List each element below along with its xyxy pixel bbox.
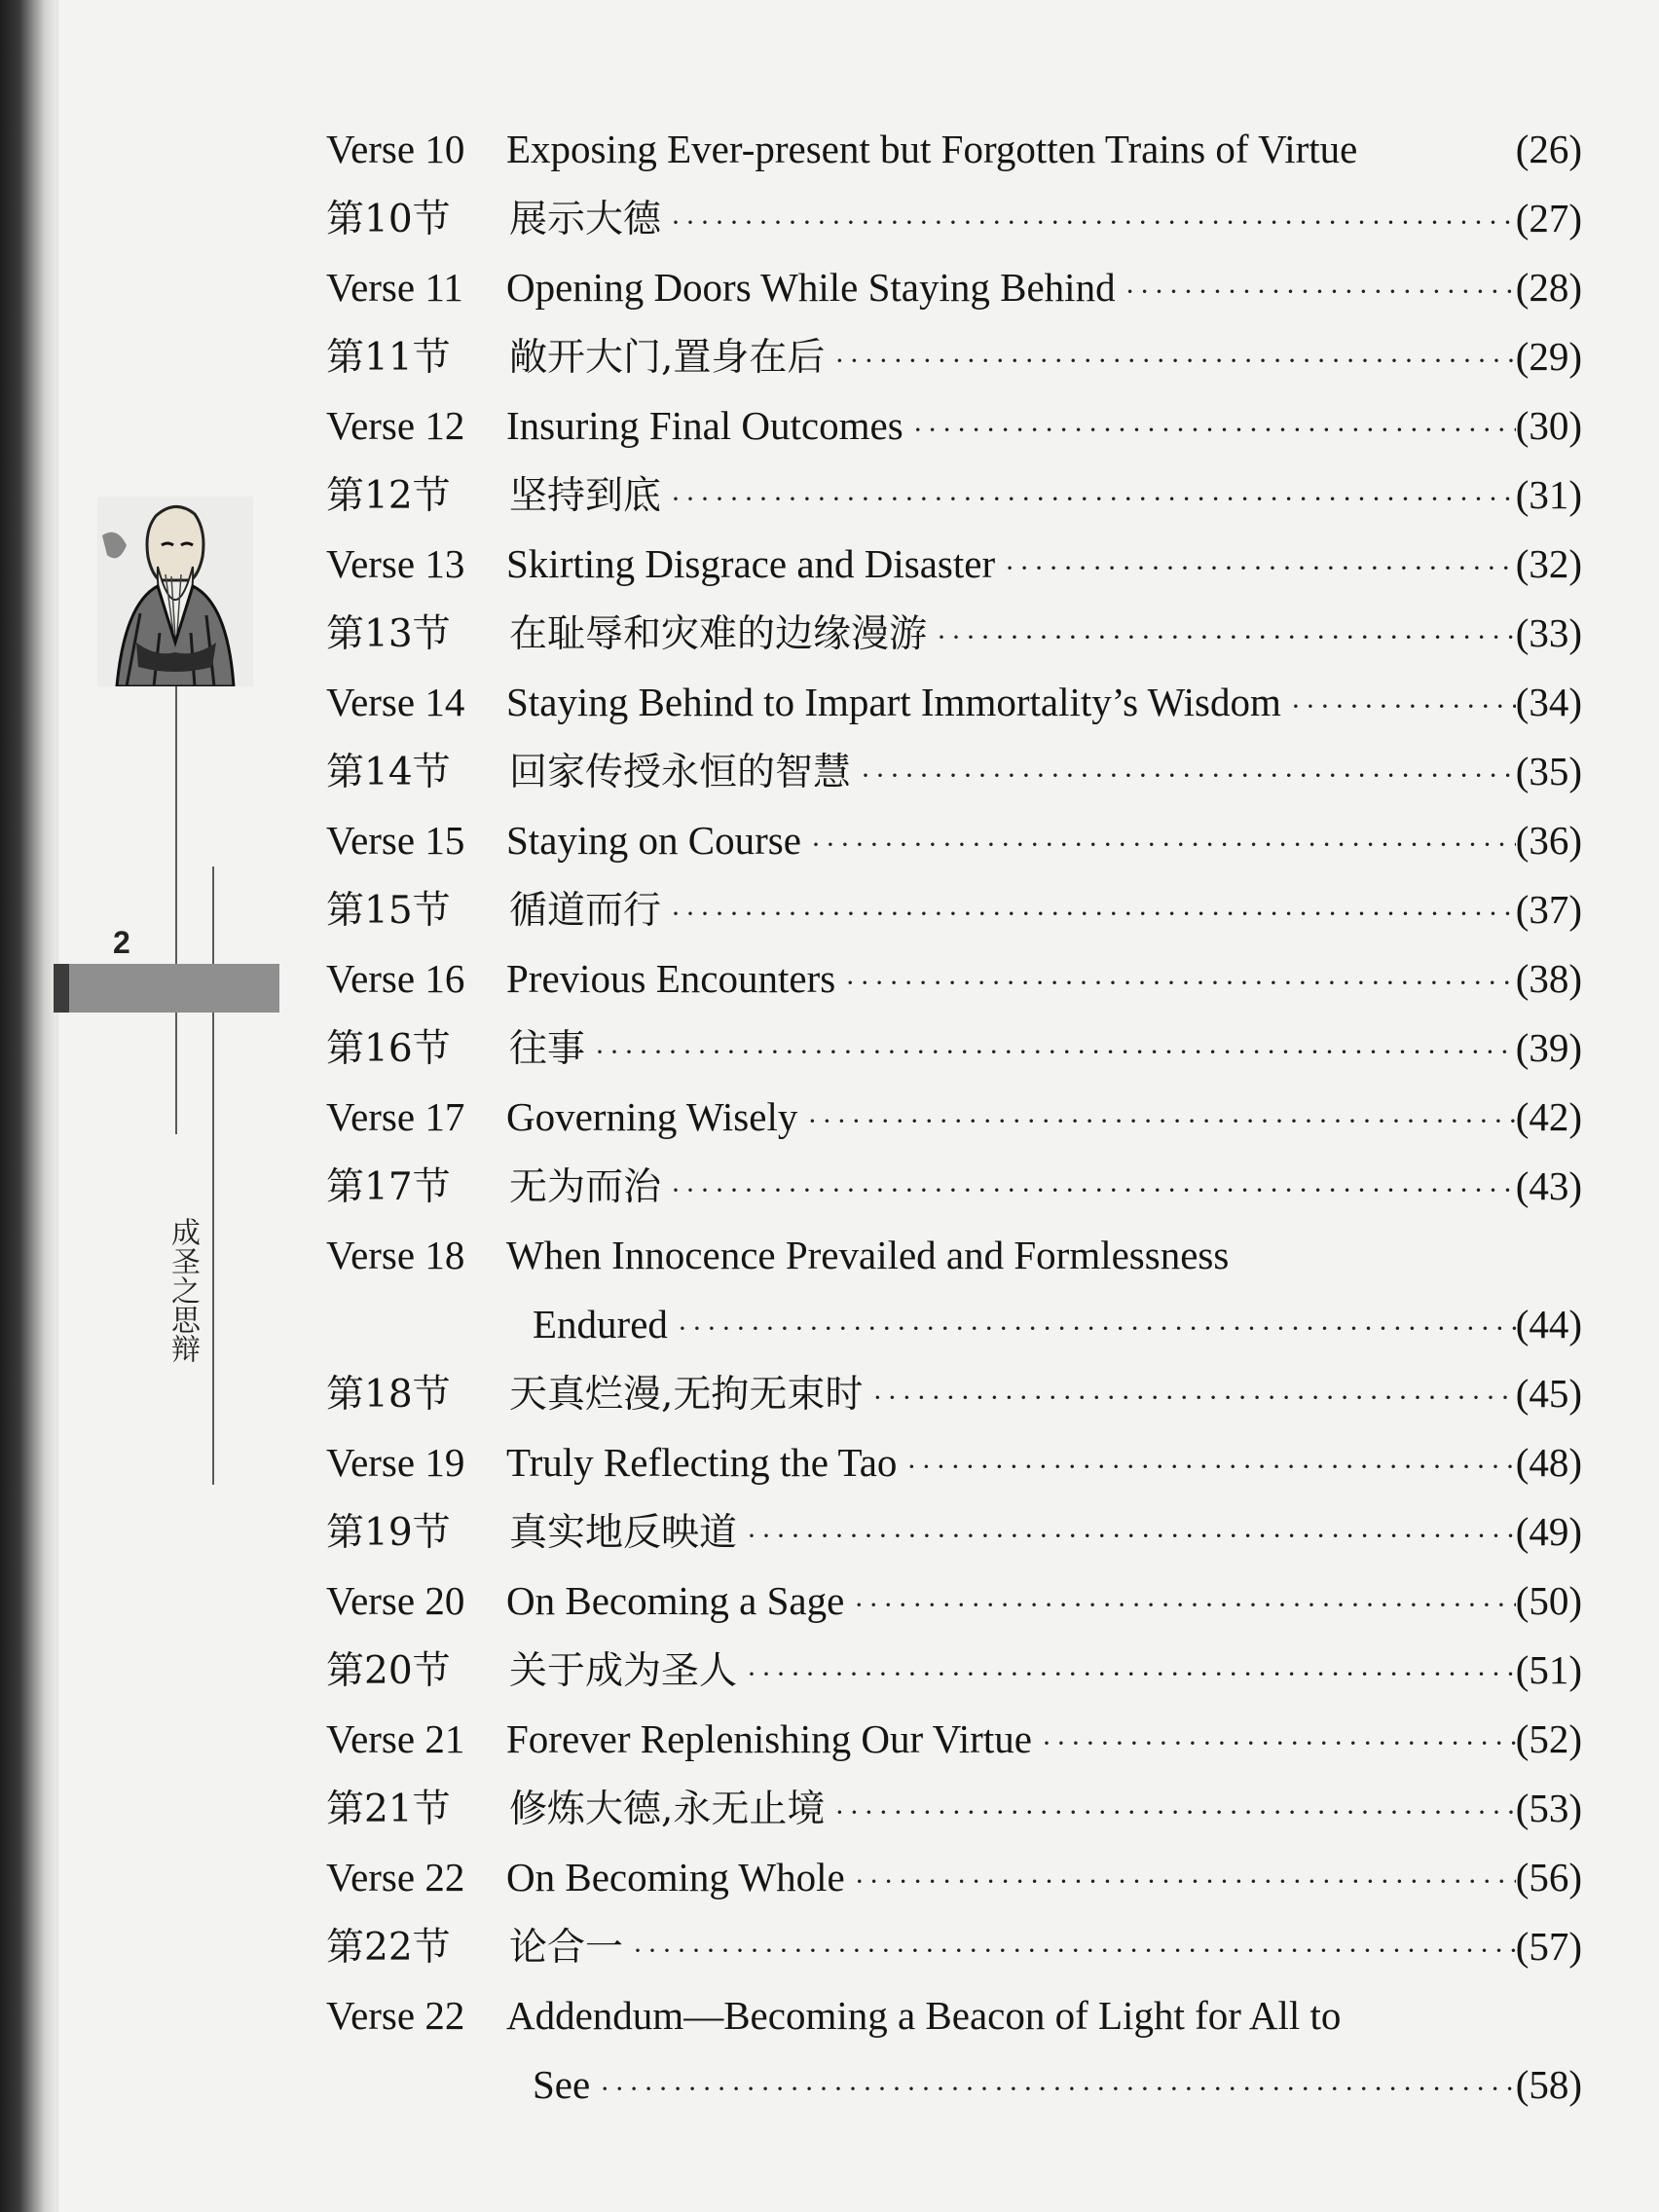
toc-leader-dots <box>1281 672 1516 741</box>
toc-entry <box>326 1014 1582 1083</box>
page-tab-band-edge <box>54 964 69 1013</box>
toc-entry-page: (51) <box>1515 1647 1582 1692</box>
toc-leader-dots <box>927 603 1516 672</box>
toc-leader-dots <box>661 464 1516 534</box>
toc-entry <box>326 1705 1582 1774</box>
toc-entry-label: Verse 16 <box>326 956 465 1001</box>
toc-leader-dots <box>668 1294 1516 1363</box>
toc-leader-dots <box>863 1363 1515 1432</box>
toc-entry <box>326 1083 1582 1152</box>
toc-leader-dots <box>737 1640 1516 1709</box>
toc-leader-dots <box>797 1087 1515 1156</box>
toc-leader-dots <box>995 534 1516 603</box>
toc-leader-dots <box>590 2054 1515 2123</box>
toc-entry-label: Verse 22 <box>326 1993 465 2038</box>
toc-entry <box>326 184 1582 253</box>
toc-entry-title: 在耻辱和灾难的边缘漫游 <box>509 612 928 656</box>
toc-leader-dots <box>623 1916 1516 1985</box>
toc-entry <box>326 1497 1582 1567</box>
toc-entry-page: (32) <box>1515 541 1582 586</box>
toc-entry-title: 无为而治 <box>509 1165 662 1209</box>
page-number: 2 <box>113 925 130 960</box>
toc-entry-page: (42) <box>1515 1094 1582 1139</box>
toc-entry <box>326 391 1582 461</box>
book-spine <box>0 0 56 2212</box>
toc-entry-label: Verse 22 <box>326 1855 465 1899</box>
toc-entry-title: 坚持到底 <box>509 474 662 518</box>
toc-entry-label: Verse 11 <box>326 265 463 310</box>
toc-entry-label: Verse 21 <box>326 1716 465 1761</box>
toc-entry-title: Exposing Ever-present but Forgotten Trains of Virtue <box>506 127 1358 171</box>
toc-entry-label: 第21节 <box>326 1788 451 1831</box>
toc-entry <box>326 1843 1582 1912</box>
toc-entry-page: (50) <box>1515 1578 1582 1623</box>
toc-entry-title: Staying on Course <box>506 818 801 863</box>
toc-entry-title: 展示大德 <box>509 198 662 241</box>
toc-entry-label: 第15节 <box>326 889 451 933</box>
toc-entry <box>326 2050 1582 2120</box>
toc-entry-label: 第18节 <box>326 1373 451 1417</box>
toc-entry-page: (30) <box>1515 403 1582 448</box>
toc-entry <box>326 1636 1582 1705</box>
toc-entry-title: Staying Behind to Impart Immortality’s Wisdom <box>506 680 1281 724</box>
toc-leader-dots <box>661 879 1516 948</box>
toc-entry-label: 第17节 <box>326 1165 451 1209</box>
toc-entry <box>326 253 1582 322</box>
toc-entry-label: 第11节 <box>326 336 451 380</box>
toc-entry-page: (56) <box>1515 1855 1582 1899</box>
toc-entry-page: (39) <box>1515 1025 1582 1070</box>
toc-leader-dots <box>825 326 1515 395</box>
toc-entry-page: (58) <box>1515 2062 1582 2107</box>
toc-leader-dots <box>585 1017 1516 1087</box>
toc-leader-dots <box>851 741 1516 810</box>
table-of-contents <box>326 115 1582 2120</box>
toc-entry <box>326 1981 1582 2050</box>
toc-entry <box>326 1912 1582 1981</box>
toc-entry <box>326 806 1582 875</box>
toc-entry-page: (37) <box>1515 887 1582 932</box>
toc-entry-label: 第19节 <box>326 1511 451 1555</box>
toc-entry-title: 循道而行 <box>509 889 662 933</box>
toc-leader-dots <box>1032 1709 1516 1778</box>
toc-entry-title: Forever Replenishing Our Virtue <box>506 1716 1032 1761</box>
page-tab-band <box>54 964 279 1013</box>
toc-entry <box>326 1290 1582 1359</box>
toc-entry-page: (57) <box>1515 1924 1582 1969</box>
toc-entry-title: Insuring Final Outcomes <box>506 403 903 448</box>
toc-entry <box>326 530 1582 599</box>
toc-entry-label: 第22节 <box>326 1926 451 1970</box>
toc-entry-title: See <box>533 2062 591 2107</box>
toc-entry-page: (27) <box>1515 196 1582 240</box>
toc-entry-page: (44) <box>1515 1302 1582 1346</box>
margin-rule-2 <box>212 866 214 1485</box>
toc-entry-page: (43) <box>1515 1163 1582 1208</box>
toc-entry-label: Verse 18 <box>326 1233 465 1277</box>
toc-entry-page: (45) <box>1515 1371 1582 1416</box>
running-title: 成圣之思辩 <box>166 1217 200 1363</box>
toc-entry-title: 回家传授永恒的智慧 <box>509 751 852 794</box>
toc-entry-page: (26) <box>1515 127 1582 171</box>
toc-entry-title: 往事 <box>509 1027 586 1071</box>
toc-entry-title: 修炼大德,永无止境 <box>509 1788 826 1831</box>
toc-leader-dots <box>845 1847 1516 1916</box>
toc-entry-title: 关于成为圣人 <box>509 1649 738 1693</box>
toc-entry <box>326 875 1582 944</box>
toc-entry <box>326 668 1582 737</box>
toc-entry-title: 真实地反映道 <box>509 1511 738 1555</box>
toc-entry-page: (29) <box>1515 334 1582 379</box>
toc-entry-page: (53) <box>1515 1786 1582 1830</box>
toc-leader-dots <box>903 395 1516 464</box>
toc-entry <box>326 599 1582 668</box>
toc-entry-page: (48) <box>1515 1440 1582 1485</box>
toc-entry <box>326 944 1582 1014</box>
toc-entry-title: Previous Encounters <box>506 956 836 1001</box>
toc-entry-label: Verse 19 <box>326 1440 465 1485</box>
toc-entry <box>326 1152 1582 1221</box>
margin-rule-1 <box>175 686 177 1134</box>
toc-entry-title: On Becoming Whole <box>506 1855 845 1899</box>
page-gutter <box>56 0 60 2212</box>
toc-leader-dots <box>737 1501 1516 1570</box>
toc-entry-title: Skirting Disgrace and Disaster <box>506 541 996 586</box>
toc-entry-page: (28) <box>1515 265 1582 310</box>
toc-entry <box>326 1428 1582 1497</box>
toc-entry <box>326 322 1582 391</box>
toc-entry <box>326 1221 1582 1290</box>
toc-leader-dots <box>801 810 1516 879</box>
toc-entry <box>326 461 1582 530</box>
toc-entry <box>326 737 1582 806</box>
toc-entry-page: (49) <box>1515 1509 1582 1554</box>
toc-entry-title: Truly Reflecting the Tao <box>506 1440 898 1485</box>
toc-entry-title: Opening Doors While Staying Behind <box>506 265 1116 310</box>
toc-entry-label: Verse 10 <box>326 127 465 171</box>
toc-entry-page: (38) <box>1515 956 1582 1001</box>
toc-entry-label: 第10节 <box>326 198 451 241</box>
toc-entry-title: 论合一 <box>509 1926 624 1970</box>
toc-entry <box>326 1774 1582 1843</box>
toc-entry-label: Verse 15 <box>326 818 465 863</box>
toc-entry-label: Verse 20 <box>326 1578 465 1623</box>
toc-entry-label: Verse 17 <box>326 1094 465 1139</box>
toc-entry-page: (34) <box>1515 680 1582 724</box>
toc-entry-title: When Innocence Prevailed and Formlessness <box>506 1233 1230 1277</box>
toc-entry-title: Addendum—Becoming a Beacon of Light for All to <box>506 1993 1342 2038</box>
toc-leader-dots <box>844 1570 1515 1640</box>
toc-leader-dots <box>661 1156 1516 1225</box>
sage-portrait-icon <box>97 497 253 686</box>
toc-entry-label: 第12节 <box>326 474 451 518</box>
toc-entry-title: 天真烂漫,无拘无束时 <box>509 1373 864 1417</box>
toc-entry <box>326 1359 1582 1428</box>
toc-entry-page: (35) <box>1515 749 1582 793</box>
toc-entry-label: 第20节 <box>326 1649 451 1693</box>
toc-entry-title: Governing Wisely <box>506 1094 798 1139</box>
toc-leader-dots <box>897 1432 1515 1501</box>
toc-entry <box>326 1567 1582 1636</box>
toc-leader-dots <box>835 948 1515 1017</box>
toc-entry-label: Verse 12 <box>326 403 465 448</box>
toc-entry-label: 第16节 <box>326 1027 451 1071</box>
toc-entry-label: Verse 14 <box>326 680 465 724</box>
toc-entry-page: (36) <box>1515 818 1582 863</box>
toc-entry-label: 第13节 <box>326 612 451 656</box>
toc-leader-dots <box>1116 257 1516 326</box>
toc-entry <box>326 115 1582 184</box>
toc-entry-title: On Becoming a Sage <box>506 1578 845 1623</box>
toc-entry-page: (31) <box>1515 472 1582 517</box>
toc-leader-dots <box>661 188 1516 257</box>
toc-entry-label: 第14节 <box>326 751 451 794</box>
toc-entry-title: Endured <box>533 1302 668 1346</box>
toc-entry-page: (33) <box>1515 610 1582 655</box>
toc-entry-page: (52) <box>1515 1716 1582 1761</box>
toc-entry-label: Verse 13 <box>326 541 465 586</box>
toc-entry-title: 敞开大门,置身在后 <box>509 336 826 380</box>
toc-leader-dots <box>825 1778 1515 1847</box>
